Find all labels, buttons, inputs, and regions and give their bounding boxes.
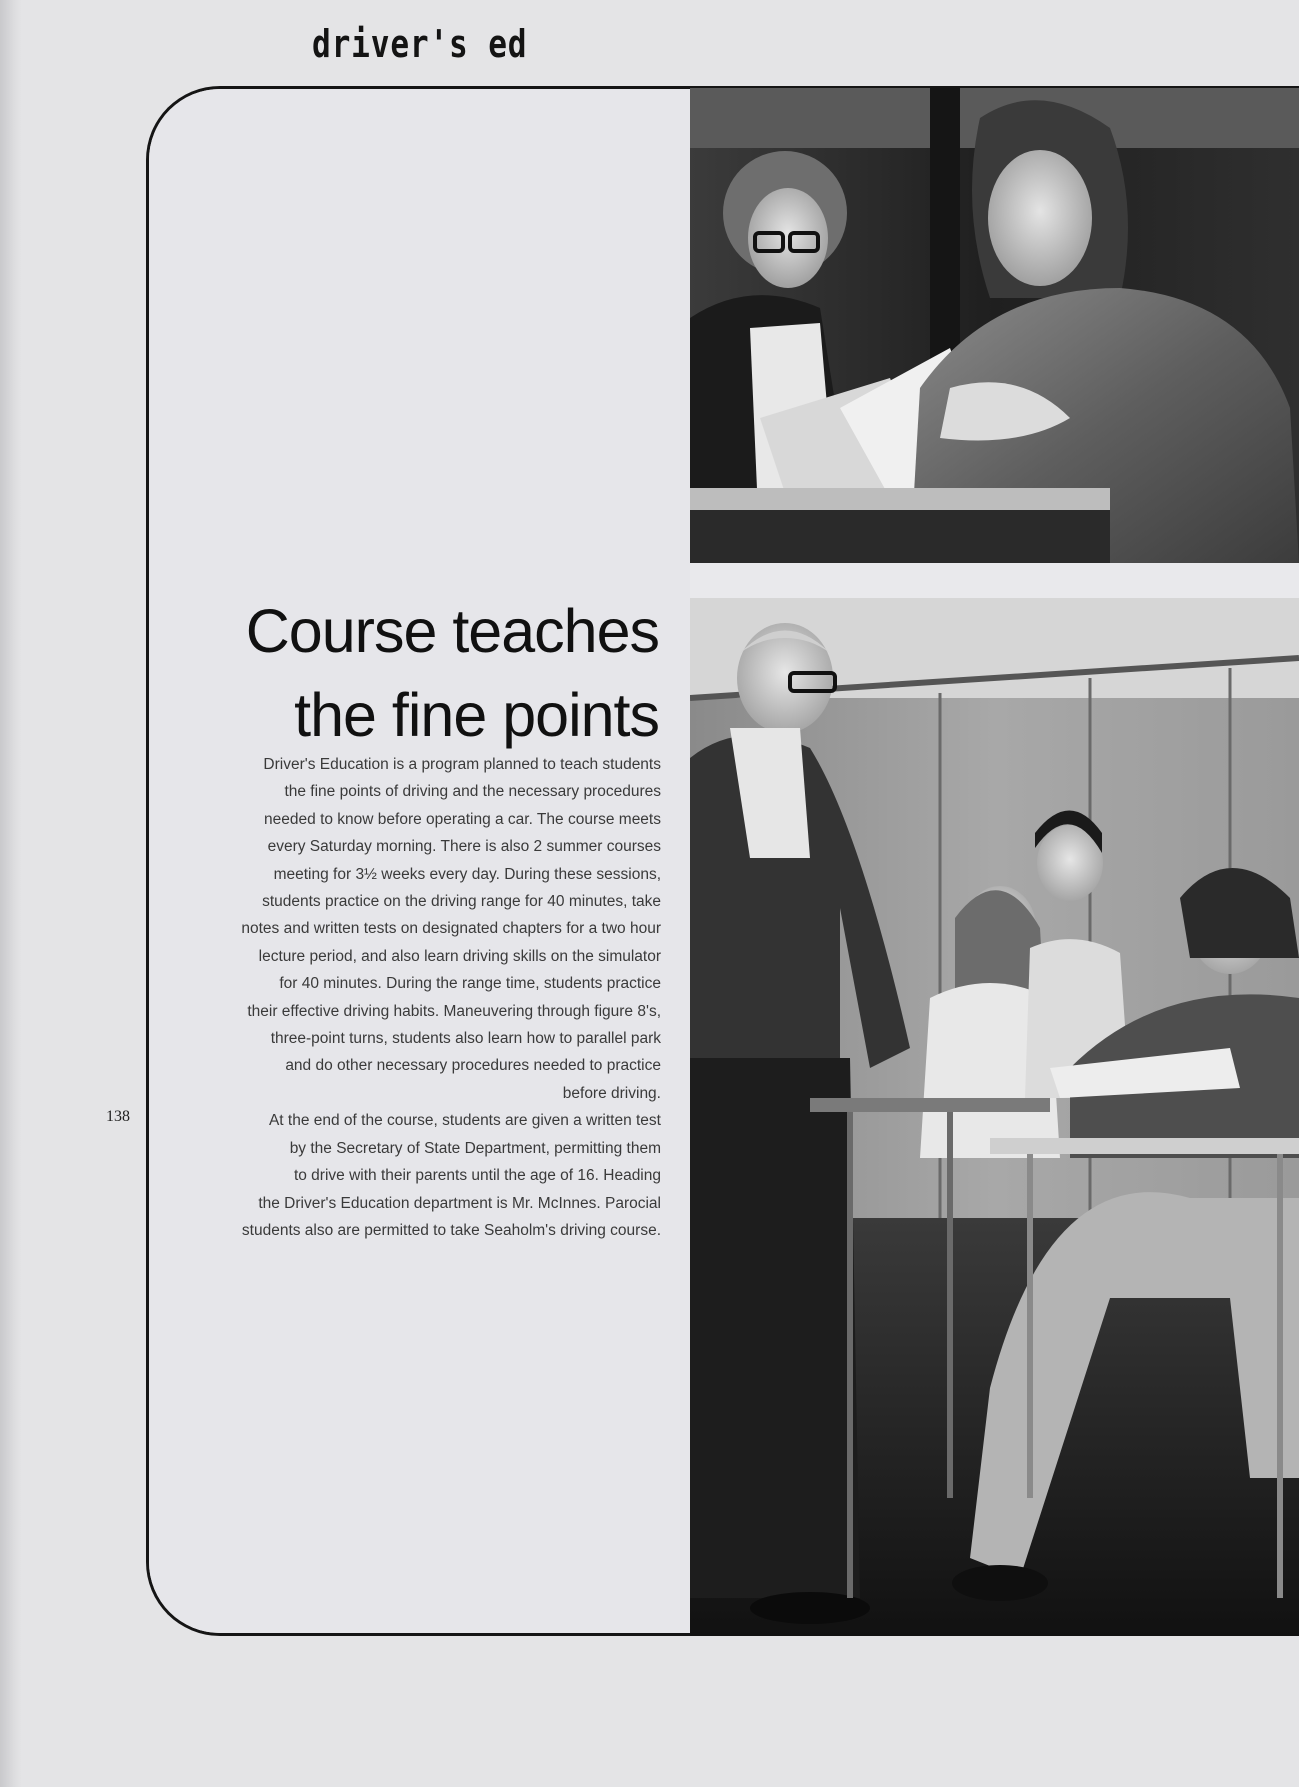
- page-number: 138: [106, 1108, 130, 1125]
- body-line: every Saturday morning. There is also 2 summer courses: [267, 838, 661, 856]
- text-panel: [149, 89, 692, 1636]
- body-line: students practice on the driving range for 40 minutes, take: [262, 893, 661, 911]
- top-photo: [690, 88, 1299, 563]
- book-spine-shadow: [0, 0, 22, 1787]
- body-line: needed to know before operating a car. The course meets: [264, 810, 661, 828]
- body-line: and do other necessary procedures needed to practice: [285, 1057, 661, 1075]
- body-line: the Driver's Education department is Mr. McInnes. Parocial: [258, 1194, 661, 1212]
- bottom-photo-illustration: [690, 598, 1299, 1636]
- headline-line-1: Course teaches: [245, 597, 659, 665]
- body-line: meeting for 3½ weeks every day. During these sessions,: [273, 865, 661, 883]
- body-line: At the end of the course, students are given a written test: [268, 1112, 661, 1130]
- body-line: before driving.: [562, 1084, 661, 1102]
- body-line: notes and written tests on designated chapters for a two hour: [241, 920, 661, 938]
- body-line: their effective driving habits. Maneuvering through figure 8's,: [247, 1002, 661, 1020]
- bottom-photo: [690, 598, 1299, 1636]
- body-line: three-point turns, students also learn how to parallel park: [270, 1030, 661, 1048]
- article-body: [149, 751, 661, 1244]
- body-line: by the Secretary of State Department, permitting them: [289, 1139, 661, 1157]
- section-label: driver's ed: [312, 22, 528, 66]
- headline-line-2: the fine points: [294, 681, 659, 749]
- body-line: the fine points of driving and the necessary procedures: [284, 783, 661, 801]
- article-headline: [149, 589, 659, 757]
- body-line: for 40 minutes. During the range time, students practice: [279, 975, 661, 993]
- body-line: to drive with their parents until the age of 16. Heading: [293, 1167, 661, 1185]
- body-line: lecture period, and also learn driving skills on the simulator: [258, 947, 661, 965]
- body-line: Driver's Education is a program planned to teach students: [263, 756, 661, 773]
- body-line: students also are permitted to take Seaholm's driving course.: [241, 1221, 661, 1239]
- photo-gap: [690, 563, 1299, 598]
- top-photo-illustration: [690, 88, 1299, 563]
